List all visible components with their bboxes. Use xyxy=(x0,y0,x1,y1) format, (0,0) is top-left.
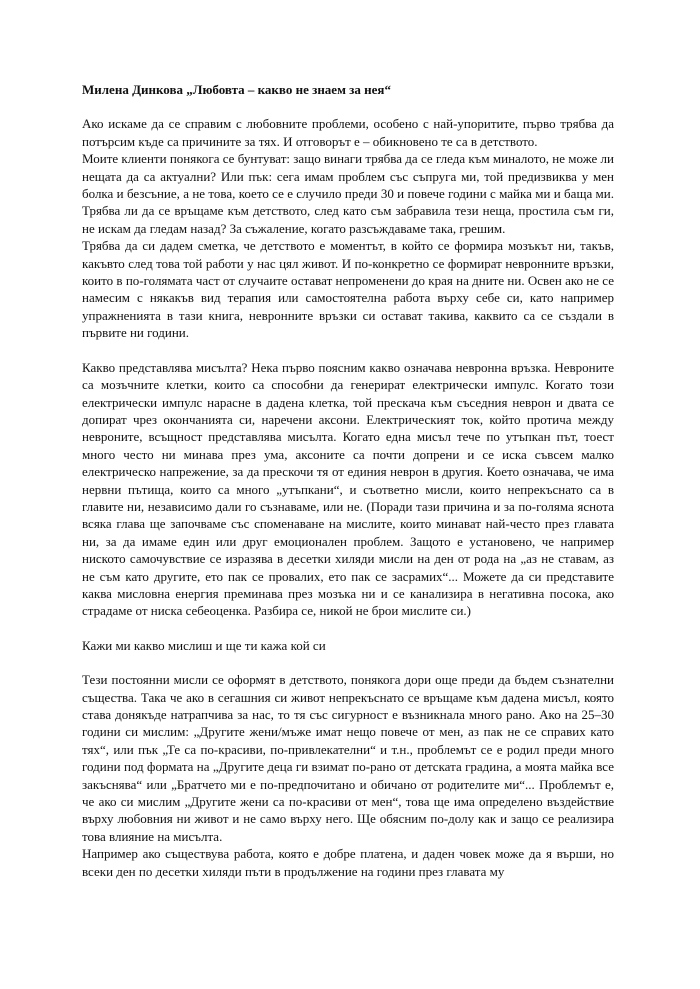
paragraph: Моите клиенти понякога се бунтуват: защо винаги трябва да се гледа към миналото, не може ли нещата да са актуални? Или пък: сега имам проблем със съпруга ми, той предизвиква у мен болка и безсъние, а не това, което се е случило преди 30 и повече години с майка ми и баща ми. Трябва ли да се връщаме към детството, след като съм забравила тези неща, простила съм ги, не искам да гледам назад? За съжаление, когато разсъждаваме така, грешим. xyxy=(82,151,614,236)
section-persistent-thoughts xyxy=(82,671,614,880)
section-thought xyxy=(82,359,614,620)
paragraph: Какво представлява мисълта? Нека първо поясним какво означава невронна връзка. Невроните са мозъчните клетки, които са способни да генерират електрически импулс. Когато този електрически импулс нарасне в дадена клетка, той прескача към съседния неврон и двата се допират чрез окончанията си, наречени аксони. Електрическият ток, който протича между невроните, всъщност представлява мисълта. Когато една мисъл тече по утъпкан път, тоест много често ни минава през ума, аксоните са почти допрени и се иска съвсем малко електрическо напрежение, за да прескочи тя от единия неврон в другия. Което означава, че има нервни пътища, които са много „утъпкани“, и съответно мисли, които непрекъснато са в главите ни, независимо дали го съзнаваме, или не. (Поради тази причина и за по-голяма яснота всяка глава ще започваме със споменаване на мислите, които минават най-често през главата ни, за да имаме един или друг емоционален проблем. Защото е установено, че например ниското самочувствие се изразява в десетки хиляди мисли на ден от рода на „аз не ставам, аз не съм като другите, ето пак се провалих, ето пак се засрамих“... Можете да си представите каква мисловна енергия преминава през мозъка ни и се канализира в негативна посока, ако страдаме от ниска себеоценка. Разбира се, никой не брои мислите си.) xyxy=(82,359,614,619)
document-page xyxy=(82,81,614,897)
paragraph: Например ако съществува работа, която е добре платена, и даден човек може да я върши, но всеки ден по десетки хиляди пъти в продължение на години през главата му xyxy=(82,846,614,879)
document-title: Милена Динкова „Любовта – какво не знаем за нея“ xyxy=(82,82,391,97)
paragraph: Ако искаме да се справим с любовните проблеми, особено с най-упоритите, първо трябва да потърсим къде са причините за тях. И отговорът е – обикновено те са в детството. xyxy=(82,116,614,149)
paragraph: Трябва да си дадем сметка, че детството е моментът, в който се формира мозъкът ни, такъв, какъвто след това той работи у нас цял живот. И по-конкретно се формират невронните връзки, които в по-голямата част от случаите остават непроменени до края на дните ни. Освен ако не се намесим с някакъв вид терапия или самостоятелна работа върху себе си, като например упражненията в тази книга, невронните връзки си остават такива, каквито са се създали в първите ни години. xyxy=(82,238,614,341)
paragraph: Тези постоянни мисли се оформят в детството, понякога дори още преди да бъдем съзнателни същества. Така че ако в сегашния си живот непрекъснато се връщаме към дадена мисъл, която става донякъде натрапчива за нас, то тя със сигурност е възникнала много рано. Ако на 25–30 години си мислим: „Другите жени/мъже имат нещо повече от мен, аз пак не се справих като тях“, или пък „Те са по-красиви, по-привлекателни“ и т.н., проблемът се е родил преди много години под формата на „Другите деца ги взимат по-рано от детската градина, а моята майка все закъснява“ или „Братчето ми е по-предпочитано и обичано от родителите ми“... Проблемът е, че ако си мислим „Другите жени са по-красиви от мен“, това ще има определено въздействие върху любовния ни живот и не само върху него. Ще обясним по-долу как и защо се реализира това влияние на мисълта. xyxy=(82,672,614,844)
section-childhood xyxy=(82,115,614,341)
section-heading: Кажи ми какво мислиш и ще ти кажа кой си xyxy=(82,637,326,653)
